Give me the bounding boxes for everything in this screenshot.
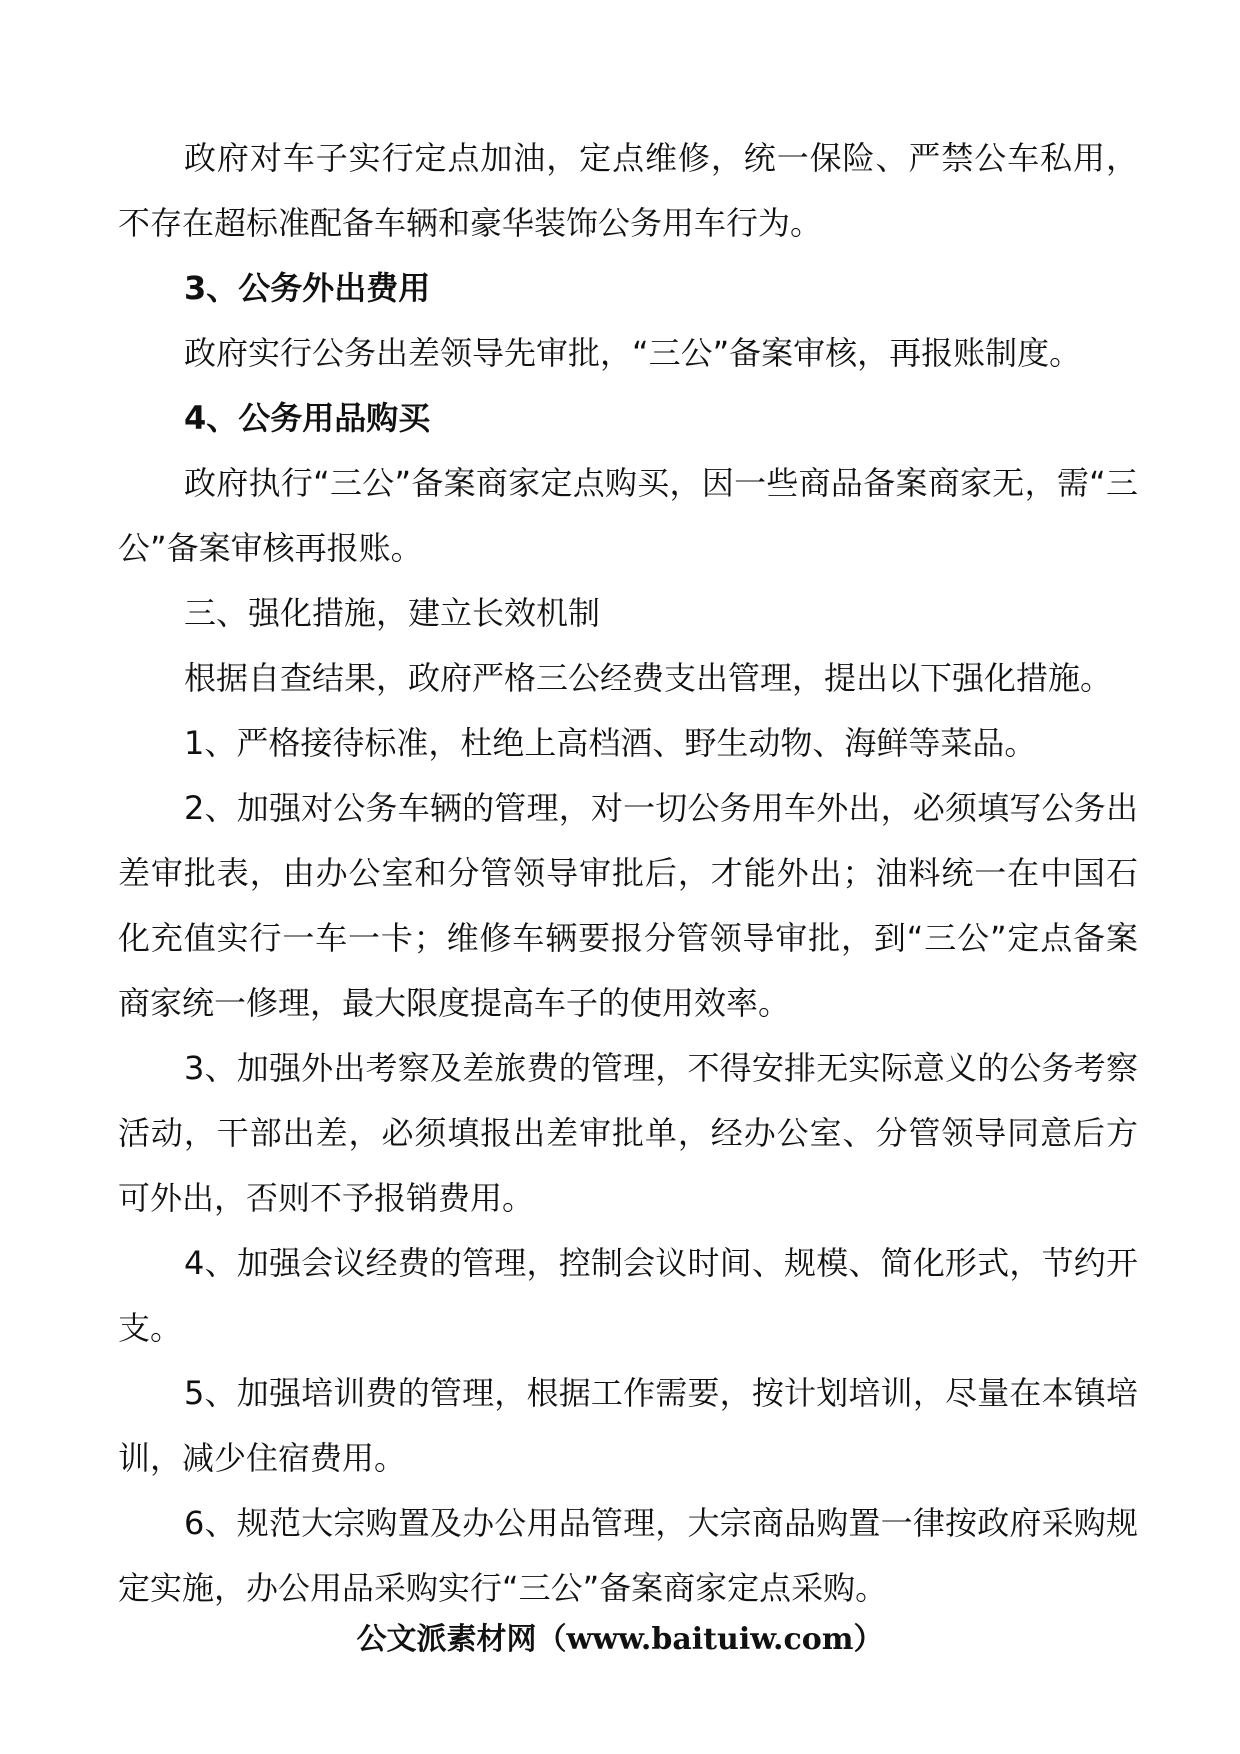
- footer-watermark: 公文派素材网（www.baituiw.com）: [356, 1622, 884, 1657]
- heading-business-travel-expenses: 3、公务外出费用: [184, 269, 431, 307]
- measure-item-5: 5、加强培训费的管理，根据工作需要，按计划培训，尽量在本镇培训，减少住宿费用。: [118, 1374, 1138, 1477]
- measure-item-2: 2、加强对公务车辆的管理，对一切公务用车外出，必须填写公务出差审批表，由办公室和分管领导审批后，才能外出；油料统一在中国石化充值实行一车一卡；维修车辆要报分管领导审批，到“三公”定点备案商家统一修理，最大限度提高车子的使用效率。: [118, 789, 1138, 1022]
- document-body: [118, 126, 1138, 1621]
- measure-item-6: 6、规范大宗购置及办公用品管理，大宗商品购置一律按政府采购规定实施，办公用品采购实行“三公”备案商家定点采购。: [118, 1504, 1138, 1607]
- measure-item-4: 4、加强会议经费的管理，控制会议时间、规模、简化形式，节约开支。: [118, 1244, 1138, 1347]
- heading-strengthen-measures: 三、强化措施，建立长效机制: [184, 594, 601, 632]
- paragraph-vehicle-management: 政府对车子实行定点加油，定点维修，统一保险、严禁公车私用，不存在超标准配备车辆和豪华装饰公务用车行为。: [118, 139, 1138, 242]
- paragraph-self-inspection-result: 根据自查结果，政府严格三公经费支出管理，提出以下强化措施。: [184, 659, 1113, 697]
- heading-office-supplies-purchase: 4、公务用品购买: [184, 399, 431, 437]
- paragraph-designated-purchase: 政府执行“三公”备案商家定点购买，因一些商品备案商家无，需“三公”备案审核再报账。: [118, 464, 1138, 567]
- measure-item-1: 1、严格接待标准，杜绝上高档酒、野生动物、海鲜等菜品。: [184, 724, 1037, 762]
- paragraph-travel-approval: 政府实行公务出差领导先审批，“三公”备案审核，再报账制度。: [184, 334, 1082, 372]
- measure-item-3: 3、加强外出考察及差旅费的管理，不得安排无实际意义的公务考察活动，干部出差，必须填报出差审批单，经办公室、分管领导同意后方可外出，否则不予报销费用。: [118, 1049, 1138, 1217]
